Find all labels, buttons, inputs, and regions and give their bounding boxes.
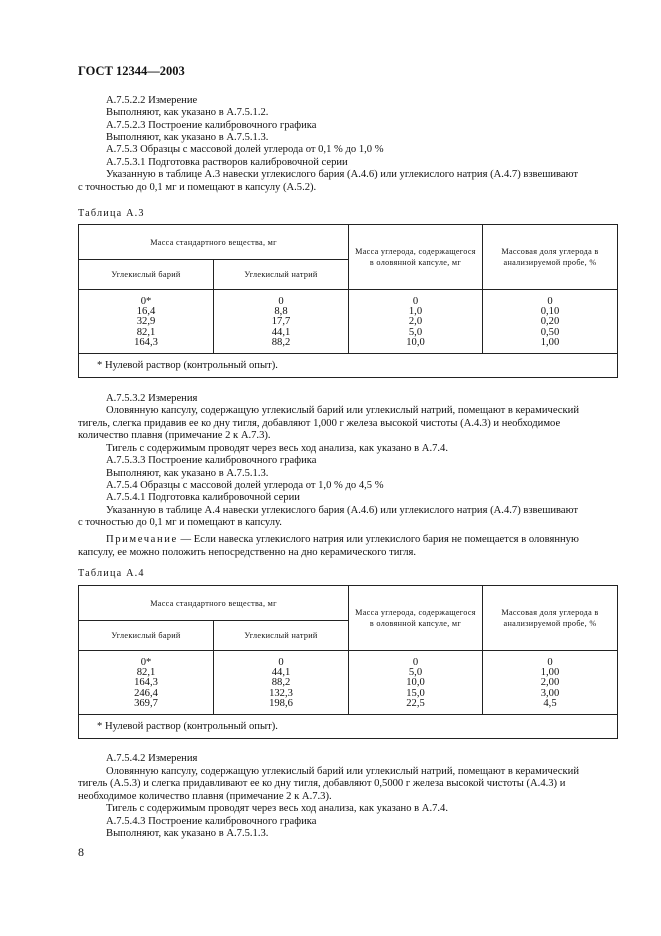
paragraph-line: А.7.5.3.2 Измерения [106,393,198,404]
paragraph-line: А.7.5.2.3 Построение калибровочного графика [106,120,317,131]
table-cell: 0,20 [540,316,560,328]
table-cell: 8,8 [274,306,288,318]
column-carbon-mass [349,290,483,354]
table-cell: 17,7 [271,316,291,328]
header-carbon-fraction: Массовая доля углерода в анализируемой пробе, % [483,586,618,651]
table-cell: 10,0 [406,336,425,348]
table-cell: 82,1 [136,667,156,679]
document-header: ГОСТ 12344—2003 [78,64,185,78]
header-carbon-mass: Масса углерода, содержащегося в оловянной капсуле, мг [349,586,483,651]
paragraph-line: А.7.5.4.1 Подготовка калибровочной серии [106,492,300,503]
column-carbon-fraction [483,290,618,354]
paragraph-line: А.7.5.3 Образцы с массовой долей углерода от 0,1 % до 1,0 % [106,144,384,155]
note-line: капсулу, ее можно положить непосредственно на дно керамического тигля. [78,547,417,558]
table-cell: 0* [140,657,152,668]
column-carbon-mass [349,651,483,715]
paragraph-line: А.7.5.4.2 Измерения [106,753,198,764]
paragraph-line: Оловянную капсулу, содержащую углекислый барий или углекислый натрий, помещают в керамический [106,405,579,416]
paragraph-line: с точностью до 0,1 мг и помещают в капсулу (А.5.2). [78,182,317,193]
paragraph-line: Указанную в таблице А.4 навески углекислого бария (А.4.6) или углекислого натрия (А.4.7) взвешивают [106,505,578,516]
table-cell: 1,0 [408,306,423,318]
paragraph-line: Оловянную капсулу, содержащую углекислый барий или углекислый натрий, помещают в керамический [106,766,579,777]
paragraph-line: А.7.5.3.1 Подготовка растворов калибровочной серии [106,157,348,168]
paragraph-line: Выполняют, как указано в А.7.5.1.3. [106,468,269,479]
table-cell: 164,3 [134,336,158,348]
page-number: 8 [78,845,84,859]
header-carbon-fraction: Массовая доля углерода в анализируемой пробе, % [483,225,618,290]
table-cell: 16,4 [136,306,156,318]
table-cell: 5,0 [408,667,423,679]
table-cell: 32,9 [136,316,156,328]
table-a4 [78,585,618,739]
table-cell: 0 [547,657,553,668]
note-line [106,534,579,546]
table-cell: 0 [412,296,419,307]
table-caption: Таблица А.3 [78,208,145,219]
note-label: Примечание [106,534,178,545]
table-cell: 88,2 [271,677,291,689]
column-sodium [214,651,349,715]
column-barium [79,651,214,715]
table-footnote: * Нулевой раствор (контрольный опыт). [79,354,618,378]
header-barium: Углекислый барий [79,260,214,290]
paragraph-line: необходимое количество плавня (примечание 2 к А.7.3). [78,791,332,802]
paragraph-line: количество плавня (примечание 2 к А.7.3). [78,430,271,441]
paragraph-line: Указанную в таблице А.3 навески углекислого бария (А.4.6) или углекислого натрия (А.4.7) взвешивают [106,169,578,180]
paragraph-line: Тигель с содержимым проводят через весь ход анализа, как указано в А.7.4. [106,803,448,814]
table-a3 [78,224,618,378]
table-cell: 0,50 [540,326,560,338]
table-cell: 15,0 [406,687,425,699]
table-cell: 44,1 [271,326,291,338]
note-text: — Если навеска углекислого натрия или углекислого бария не помещается в оловянную [180,534,579,545]
table-footnote: * Нулевой раствор (контрольный опыт). [79,715,618,739]
header-sodium: Углекислый натрий [214,621,349,651]
column-sodium [214,290,349,354]
table-cell: 4,5 [543,697,557,709]
paragraph-line: с точностью до 0,1 мг и помещают в капсулу. [78,517,282,528]
paragraph-line: тигель, слегка придавив ее ко дну тигля, добавляют 1,000 г железа высокой чистоты (А.4.3) и необходимое [78,418,561,429]
table-cell: 22,5 [406,697,425,709]
table-cell: 3,00 [540,687,560,699]
table-cell: 44,1 [271,667,291,679]
paragraph-line: тигель (А.5.3) и слегка придавливают ее ко дну тигля, добавляют 0,5000 г железа высокой чистоты (А.4.3) и [78,778,566,789]
table-caption: Таблица А.4 [78,568,145,579]
paragraph-line: А.7.5.4 Образцы с массовой долей углерода от 1,0 % до 4,5 % [106,480,384,491]
paragraph-line: А.7.5.2.2 Измерение [106,95,198,106]
table-cell: 198,6 [269,697,293,709]
table-cell: 1,00 [540,336,560,348]
paragraph-line: А.7.5.3.3 Построение калибровочного графика [106,455,317,466]
table-cell: 0 [547,296,553,307]
table-cell: 1,00 [540,667,560,679]
table-cell: 369,7 [134,697,158,709]
paragraph-line: Выполняют, как указано в А.7.5.1.3. [106,132,269,143]
table-cell: 5,0 [408,326,423,338]
table-cell: 132,3 [269,687,293,699]
table-cell: 246,4 [134,687,158,699]
header-carbon-mass: Масса углерода, содержащегося в оловянной капсуле, мг [349,225,483,290]
paragraph-line: А.7.5.4.3 Построение калибровочного графика [106,816,317,827]
header-sodium: Углекислый натрий [214,260,349,290]
table-cell: 88,2 [271,336,291,348]
table-cell: 0 [412,657,419,668]
paragraph-line: Выполняют, как указано в А.7.5.1.2. [106,107,269,118]
table-cell: 10,0 [406,677,425,689]
table-cell: 0 [278,657,284,668]
table-cell: 0* [140,296,152,307]
paragraph-line: Выполняют, как указано в А.7.5.1.3. [106,828,269,839]
table-cell: 2,0 [408,316,423,328]
header-mass-standard: Масса стандартного вещества, мг [79,586,349,621]
column-carbon-fraction [483,651,618,715]
table-cell: 0 [278,296,284,307]
column-barium [79,290,214,354]
table-cell: 164,3 [134,677,158,689]
header-mass-standard: Масса стандартного вещества, мг [79,225,349,260]
header-barium: Углекислый барий [79,621,214,651]
paragraph-line: Тигель с содержимым проводят через весь ход анализа, как указано в А.7.4. [106,443,448,454]
table-cell: 2,00 [540,677,560,689]
table-cell: 0,10 [540,306,560,318]
table-cell: 82,1 [136,326,156,338]
